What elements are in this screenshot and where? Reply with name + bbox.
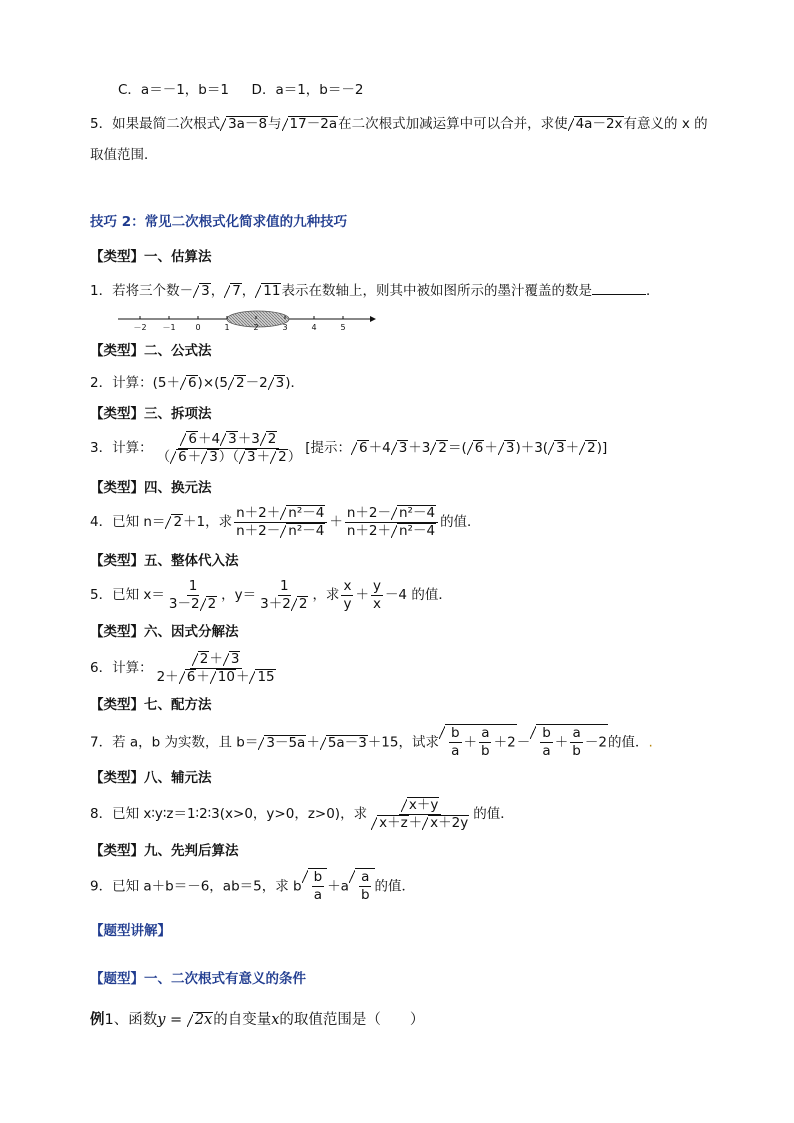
sqrt: 17－2a (289, 116, 338, 132)
question-8: 8．已知 x∶y∶z＝1∶2∶3(x>0，y>0，z>0)，求 $\frac{x+y}{x+z+ x+2y}$ 的值． (90, 796, 514, 831)
sqrt: 3a－8 (228, 116, 268, 132)
tick-label: －2 (133, 323, 147, 332)
question-6: 6．计算： $\frac{2+ 3}{2+ 6+ 10+ 15}$ (90, 650, 280, 686)
sqrt: 6 (187, 375, 197, 391)
tick-label: 0 (195, 323, 201, 332)
fraction: $\frac{x+y}{x+z+ x+2y}$ (379, 796, 469, 831)
options-line (118, 80, 363, 100)
question-4: 4．已知 n＝ 2＋1，求 $\frac{\text{n＋2＋ n²－4}}{\text{n＋2－ n²－4}}$ ＋ $\frac{\text{n＋2－ n²－4}}{\text{n＋2＋ n²－4}}$ 的值． (90, 504, 481, 539)
fraction: $\frac{2+ 3}{2+ 6+ 10+ 15}$ (156, 650, 275, 685)
fraction: $\frac{1}{3+2 2}$ (260, 577, 308, 612)
fraction: $\frac{x}{y}$ (343, 577, 352, 612)
question-9: 9．已知 a＋b＝－6，ab＝5，求 b $\frac{b}{a}$ ＋a $\frac{a}{b}$ 的值． (90, 869, 416, 903)
fraction: $\frac{1}{3-2 2}$ (168, 577, 217, 612)
answer-blank (592, 280, 646, 295)
fraction: $\frac{6+4 3+3 2}{( 6+ 3)( 3+ 2)}$ (156, 430, 302, 465)
sqrt: $\frac{b}{a}$ ＋ $\frac{a}{b}$ ＋2 (445, 724, 517, 760)
lecture-heading: 【题型讲解】 (90, 923, 171, 939)
type-heading: 【类型】三、拆项法 (90, 406, 212, 422)
axis-arrow-icon (370, 316, 376, 322)
option-d: D．a＝1，b＝－2 (251, 82, 364, 98)
sqrt: 2 (235, 375, 245, 391)
tick-label: 2 (253, 323, 259, 332)
type-heading: 【类型】二、公式法 (90, 343, 212, 359)
number-line (118, 305, 380, 335)
sqrt: $\frac{a}{b}$ (355, 868, 375, 904)
type-heading: 【类型】四、换元法 (90, 480, 212, 496)
sqrt: 4a－2x (575, 116, 623, 132)
question-7: 7．若 a，b 为实数，且 b＝ 3－5a＋ 5a－3＋15，试求 $\frac{b}{a}$ ＋ $\frac{a}{b}$ ＋2－ $\frac{b}{a}$ ＋ $\frac{a}{b}$ －2的值．. (90, 725, 653, 759)
type-heading: 【类型】九、先判后算法 (90, 843, 239, 859)
type1-heading: 【题型】一、二次根式有意义的条件 (90, 971, 306, 987)
tick-label: 3 (282, 323, 288, 332)
top-question-5-line2: 取值范围． (90, 147, 158, 163)
sqrt: $\frac{b}{a}$ (308, 868, 328, 904)
type-heading: 【类型】一、估算法 (90, 249, 212, 265)
example-1: 例1、函数y = 2x的自变量x的取值范围是（ ） (90, 1012, 425, 1028)
tick-label: 4 (311, 323, 317, 332)
tick-label: 5 (340, 323, 346, 332)
fraction: $\frac{y}{x}$ (372, 577, 381, 612)
question-2: 2．计算：(5＋ 6)×(5 2－2 3)． (90, 375, 305, 391)
sqrt: 7 (232, 283, 241, 299)
question-3: 3．计算： $\frac{6+4 3+3 2}{( 6+ 3)( 3+ 2)}$ [提示： 6＋4 3＋3 2＝( 6＋ 3)＋3( 3＋ 2)] (90, 430, 608, 465)
question-5: 5．已知 x＝ $\frac{1}{3-2 2}$ ，y＝ $\frac{1}{3+2 2}$ ，求 $\frac{x}{y}$ ＋ $\frac{y}{x}$ －4 的值． (90, 577, 452, 612)
tick-label: －1 (162, 323, 176, 332)
sqrt: 3 (275, 375, 285, 391)
question-1: 1．若将三个数－ 3， 7， 11表示在数轴上，则其中被如图所示的墨汁覆盖的数是 ． (90, 280, 659, 301)
fraction: $\frac{\text{n＋2＋ n²－4}}{\text{n＋2－ n²－4}}$ (234, 505, 327, 540)
option-c: C．a＝－1，b＝1 (118, 82, 229, 98)
sqrt: 11 (263, 283, 281, 299)
section-title: 技巧 2：常见二次根式化简求值的九种技巧 (90, 214, 348, 230)
fraction: $\frac{\text{n＋2－ n²－4}}{\text{n＋2＋ n²－4}}$ (345, 505, 438, 540)
tick-label: 1 (224, 323, 230, 332)
type-heading: 【类型】五、整体代入法 (90, 553, 239, 569)
type-heading: 【类型】七、配方法 (90, 697, 212, 713)
top-question-5: 5．如果最简二次根式 3a－8与 17－2a在二次根式加减运算中可以合并，求使 4a－2x有意义的 x 的 (90, 116, 708, 132)
sqrt: 3 (201, 283, 210, 299)
sqrt: $\frac{b}{a}$ ＋ $\frac{a}{b}$ －2 (536, 724, 608, 760)
type-heading: 【类型】六、因式分解法 (90, 624, 239, 640)
type-heading: 【类型】八、辅元法 (90, 770, 212, 786)
